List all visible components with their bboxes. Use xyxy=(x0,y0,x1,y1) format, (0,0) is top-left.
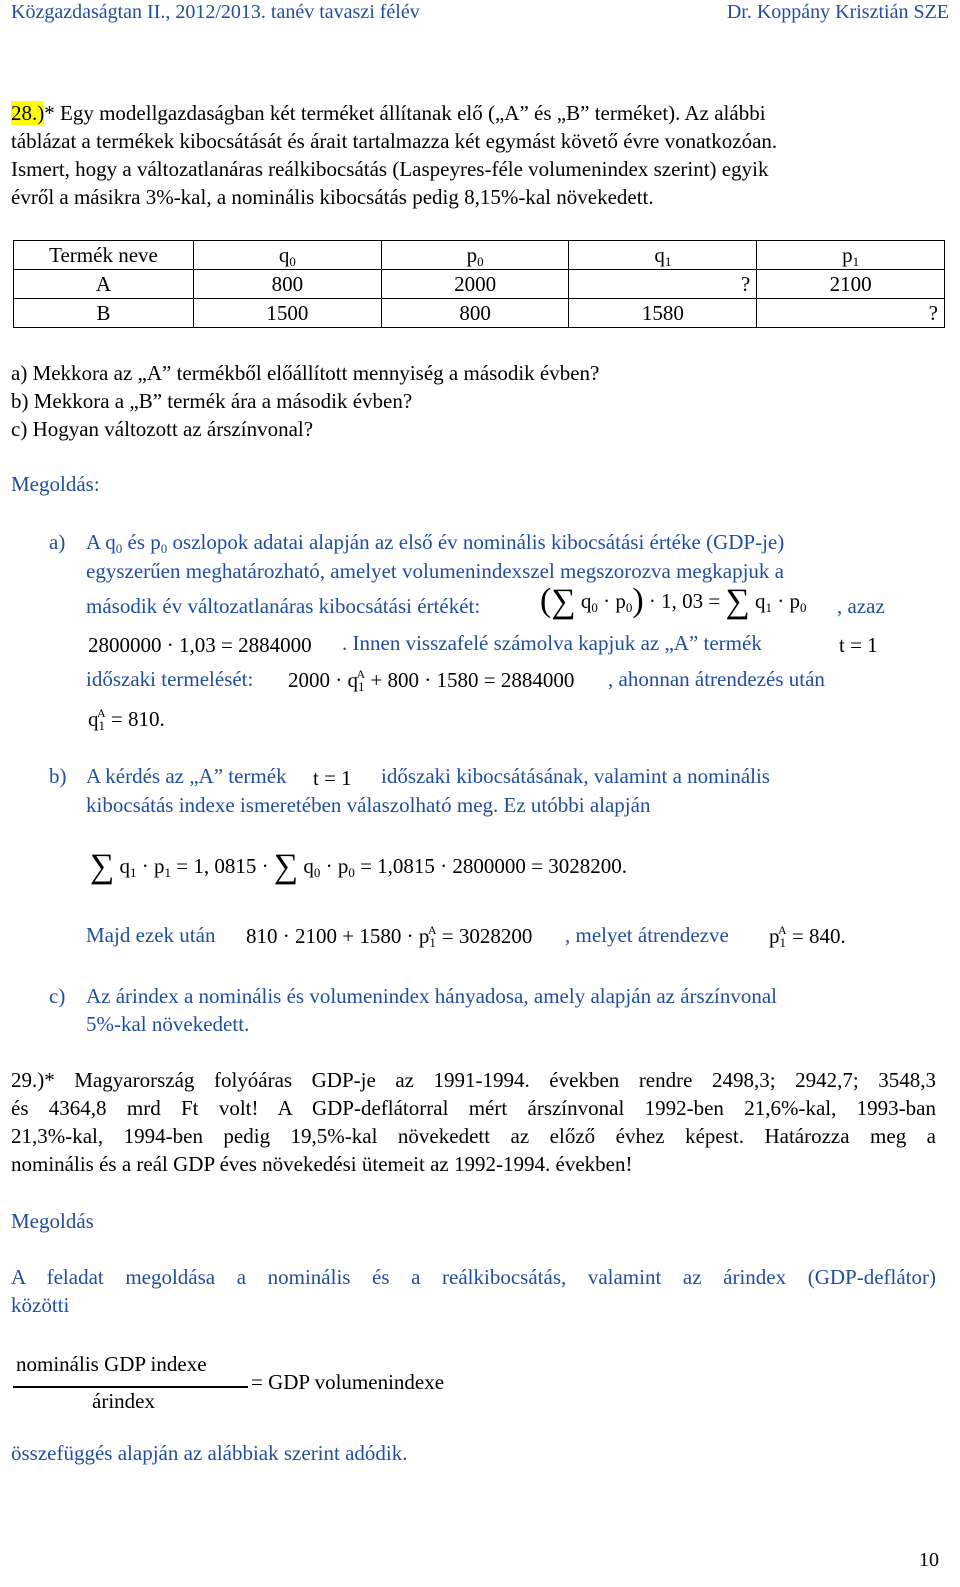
problem-28-line-4: évről a másikra 3%-kal, a nominális kibocsátás pedig 8,15%-kal növekedett. xyxy=(11,185,654,209)
table-header-cell: p0 xyxy=(381,241,569,270)
solution-c-label: c) xyxy=(49,984,66,1008)
fraction-bar xyxy=(13,1386,248,1388)
solution-b-line-3a: Majd ezek után xyxy=(86,923,216,947)
table-cell: B xyxy=(14,299,194,328)
solution-a-azaz: , azaz xyxy=(837,594,885,618)
table-header-cell: q0 xyxy=(194,241,382,270)
solution-b-line-3b: , melyet átrendezve xyxy=(565,923,729,947)
fraction-denominator: árindex xyxy=(92,1389,155,1413)
equation-2: $2000 \cdot q1^A + 800 \cdot 1580 = 2884000$ xyxy=(288,667,575,694)
time-index: t = 1 xyxy=(839,633,878,657)
table-cell: ? xyxy=(569,270,757,299)
table-header-cell: p1 xyxy=(757,241,945,270)
solution-a-line-2: egyszerűen meghatározható, amelyet volumenindexszel megszorozva megkapjuk a xyxy=(86,559,784,583)
table-cell: 2100 xyxy=(757,270,945,299)
solution-c-line-1: Az árindex a nominális és volumenindex hányadosa, amely alapján az árszínvonal xyxy=(86,984,778,1008)
problem-29-line-3: 21,3%-kal, 1994-ben pedig 19,5%-kal növekedett az előző évhez képest. Határozza meg a xyxy=(11,1124,936,1148)
equation-price-b: $810 \cdot 2100 + 1580 \cdot p1^A = 3028200$ xyxy=(246,923,533,950)
header-right: Dr. Koppány Krisztián SZE xyxy=(726,1,949,23)
time-index-b: t = 1 xyxy=(313,766,352,790)
solution-29-line-2: közötti xyxy=(11,1293,70,1317)
question-c: c) Hogyan változott az árszínvonal? xyxy=(11,417,314,441)
solution-a-rearrange: , ahonnan átrendezés után xyxy=(608,667,825,691)
data-table xyxy=(13,240,945,328)
solution-29-closing: összefüggés alapján az alábbiak szerint adódik. xyxy=(11,1441,408,1465)
problem-29-line-1: 29.)* Magyarország folyóáras GDP-je az 1991-1994. években rendre 2498,3; 2942,7; 3548,3 xyxy=(11,1068,936,1092)
fraction-numerator: nominális GDP indexe xyxy=(16,1352,207,1376)
table-cell: 2000 xyxy=(381,270,569,299)
table-row xyxy=(14,299,945,328)
table-cell: ? xyxy=(757,299,945,328)
equation-volume-index: (∑ q0 · p0) · 1, 03 = ∑ q1 · p0 xyxy=(540,582,807,620)
solution-b-label: b) xyxy=(49,764,67,788)
fraction-rhs: = GDP volumenindexe xyxy=(251,1370,445,1394)
solution-c-line-2: 5%-kal növekedett. xyxy=(86,1012,250,1036)
solution-a-line-5: időszaki termelését: xyxy=(86,667,254,691)
solution-b-line-2: kibocsátás indexe ismeretében válaszolható meg. Ez utóbbi alapján xyxy=(86,793,651,817)
solution-a-line-4: . Innen visszafelé számolva kapjuk az „A” termék xyxy=(342,631,762,655)
table-header-cell: q1 xyxy=(569,241,757,270)
problem-29-line-4: nominális és a reál GDP éves növekedési ütemeit az 1992-1994. években! xyxy=(11,1152,633,1176)
equation-nominal: ∑ q1 · p1 = 1, 0815 · ∑ q0 · p0 = 1,0815 · 2800000 = 3028200. xyxy=(90,848,628,885)
table-cell: 1580 xyxy=(569,299,757,328)
table-cell: 1500 xyxy=(194,299,382,328)
problem-28-line-3: Ismert, hogy a változatlanáras reálkibocsátás (Laspeyres-féle volumenindex szerint) egyik xyxy=(11,157,769,181)
question-b: b) Mekkora a „B” termék ára a második évben? xyxy=(11,389,413,413)
table-cell: 800 xyxy=(194,270,382,299)
problem-28-line-2: táblázat a termékek kibocsátását és árait tartalmazza két egymást követő évre vonatkozóan. xyxy=(11,129,778,153)
solution-a-line-1: A q0 és p0 oszlopok adatai alapján az első év nominális kibocsátási értéke (GDP-je) xyxy=(86,530,785,556)
page-number: 10 xyxy=(919,1549,939,1571)
equation-1: 2800000 · 1,03 = 2884000 xyxy=(88,633,312,657)
solution-b-line-1a: A kérdés az „A” termék xyxy=(86,764,287,788)
table-header-cell: Termék neve xyxy=(14,241,194,270)
solution-a-line-3: második év változatlanáras kibocsátási értékét: xyxy=(86,594,481,618)
problem-29-line-2: és 4364,8 mrd Ft volt! A GDP-deflátorral mért árszínvonal 1992-ben 21,6%-kal, 1993-ban xyxy=(11,1096,936,1120)
solution-29-line-1: A feladat megoldása a nominális és a reálkibocsátás, valamint az árindex (GDP-deflátor) xyxy=(11,1265,936,1289)
solution-b-line-1b: időszaki kibocsátásának, valamint a nominális xyxy=(381,764,770,788)
problem-number: 28.) xyxy=(11,101,45,125)
solution-29-label: Megoldás xyxy=(11,1209,94,1233)
table-cell: A xyxy=(14,270,194,299)
table-header-row xyxy=(14,241,945,270)
equation-price-b-result: $p1^A = 840$. xyxy=(769,923,846,950)
header-left: Közgazdaságtan II., 2012/2013. tanév tavaszi félév xyxy=(11,1,420,23)
question-a: a) Mekkora az „A” termékből előállított mennyiség a második évben? xyxy=(11,361,600,385)
problem-28-line-1: 28.)* Egy modellgazdaságban két terméket állítanak elő („A” és „B” terméket). Az alábbi xyxy=(11,101,766,125)
solution-label: Megoldás: xyxy=(11,472,100,496)
table-cell: 800 xyxy=(381,299,569,328)
table-row xyxy=(14,270,945,299)
equation-3: $q1^A = 810$. xyxy=(88,706,165,733)
solution-a-label: a) xyxy=(49,530,66,554)
